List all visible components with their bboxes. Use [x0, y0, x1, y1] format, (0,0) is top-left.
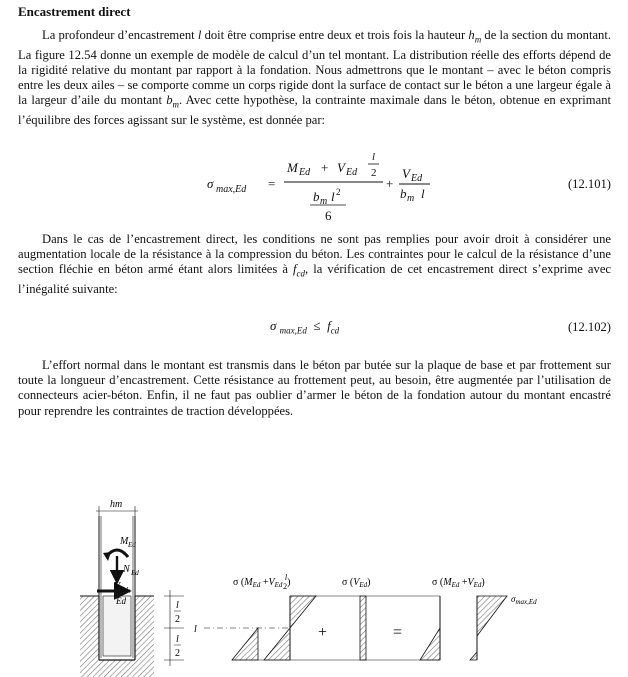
svg-text:m: m	[407, 193, 415, 204]
section-heading: Encastrement direct	[18, 4, 131, 19]
svg-text:σ: σ	[207, 176, 214, 191]
med-label: M	[120, 536, 129, 547]
equals-sign: =	[393, 624, 403, 641]
svg-text:Ed: Ed	[411, 173, 423, 184]
foundation	[80, 596, 154, 677]
svg-text:2: 2	[175, 648, 180, 659]
svg-text:l: l	[176, 600, 179, 611]
svg-text:Ed: Ed	[346, 167, 358, 178]
svg-text:σ (MEd +VEd): σ $(M_{Ed} +V_{Ed})$	[432, 577, 485, 589]
svg-text:b: b	[313, 189, 320, 204]
svg-text:2: 2	[175, 614, 180, 625]
svg-text:l: l	[421, 186, 425, 201]
svg-text:N: N	[123, 564, 130, 575]
svg-text:l: l	[194, 624, 197, 635]
svg-text:l: l	[372, 151, 376, 163]
sigma-mv-label: σ ($M_{Ed} +V_{Ed}$ $^l$ 2)	[233, 573, 291, 591]
svg-text:+: +	[386, 176, 394, 191]
svg-text:Ed: Ed	[116, 596, 126, 606]
svg-text:b: b	[400, 186, 407, 201]
svg-text:Ed: Ed	[131, 569, 139, 577]
svg-text:V: V	[337, 160, 345, 175]
equation-number-1: (12.101)	[567, 177, 611, 191]
equation-number-2: (12.102)	[567, 320, 611, 334]
svg-text:σ (VEd): σ $(V_{Ed})$	[342, 577, 371, 589]
svg-text:=: =	[268, 176, 276, 191]
svg-text:Ed: Ed	[299, 167, 311, 178]
stress-diagram-moment	[232, 573, 316, 660]
paragraph-3: L’effort normal dans le montant est transmis dans le béton par butée sur la plaque de base et par frottement sur toute la longueur d’encastrement. Cette résistance au frottement peut, au besoin, être augmentée par l’utilisation de connecteurs acier-béton. Enfin, il ne faut pas oublier d’armer le béton de la fondation autour du montant encastré pour reprendre les contraintes de traction développées.	[18, 358, 611, 418]
svg-text:l: l	[176, 634, 179, 645]
stress-diagram-shear	[342, 577, 370, 660]
svg-text:m: m	[320, 196, 328, 207]
svg-text:l: l	[331, 189, 335, 204]
plus-sign: +	[318, 624, 328, 641]
svg-text:2: 2	[371, 167, 377, 179]
svg-text:max,Ed: max,Ed	[216, 184, 247, 195]
svg-text:σmax,Ed: $\sigma_{max,Ed}$	[511, 594, 537, 606]
paragraph-1: La profondeur d’encastrement l doit être comprise entre deux et trois fois la hauteur $h_m$ de la section du montant. La figure 12.54 donne un exemple de modèle de calcul d’un tel montant. La distribution réelle des efforts dépend de la rigidité relative du montant par rapport à la fondation. Nous admettrons que le montant – avec le béton compris entre les deux ailes – se comporte comme un corps rigide dont la surface de contact sur le béton a une largeur égale à la largeur d’aile du montant $b_m$. Avec cette hypothèse, la contrainte maximale dans le béton, obtenue en exprimant l’équilibre des forces agissant sur le système, est donnée par:	[18, 28, 612, 128]
stress-diagram-result	[420, 577, 537, 660]
equation-12-102: σ $_{max,Ed} \le f_{cd}$	[270, 318, 340, 336]
svg-text:2: 2	[336, 187, 341, 197]
svg-text:+: +	[321, 160, 329, 175]
svg-text:V: V	[402, 166, 410, 181]
svg-text:Ed: Ed	[128, 541, 136, 549]
paragraph-2: Dans le cas de l’encastrement direct, les conditions ne sont pas remplies pour avoir droit à considérer une augmentation locale de la résistance à la compression du béton. Les contraintes pour le calcul de la résistance d’une section fléchie en béton armé étant alors limitées à $f_{cd}$, la vérification de cet encastrement direct s’exprime avec l’inégalité suivante:	[18, 232, 611, 297]
hm-dimension	[96, 499, 138, 516]
svg-text:Ed: Ed	[120, 586, 128, 594]
svg-text:V: V	[114, 581, 121, 592]
svg-text:hm: hm	[110, 499, 123, 510]
svg-text:M: M	[287, 160, 298, 175]
svg-text:6: 6	[325, 208, 332, 223]
